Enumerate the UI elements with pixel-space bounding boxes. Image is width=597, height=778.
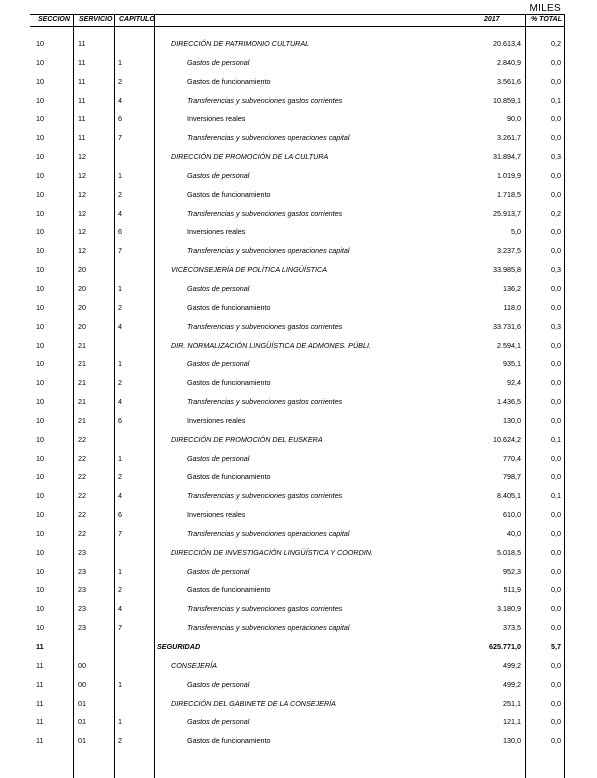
table-row bbox=[0, 661, 597, 680]
servicio-cell: 23 bbox=[78, 585, 86, 595]
percent-cell: 0,3 bbox=[551, 321, 561, 331]
capitulo-cell: 7 bbox=[118, 623, 122, 633]
amount-cell: 33.731,6 bbox=[493, 321, 521, 331]
percent-cell: 0,0 bbox=[551, 472, 561, 482]
seccion-cell: 11 bbox=[36, 642, 44, 651]
header-top-rule bbox=[30, 14, 564, 15]
description-cell: DIR. NORMALIZACIÓN LINGÜÍSTICA DE ADMONES. PÚBLI. bbox=[171, 340, 371, 350]
description-cell: Transferencias y subvenciones operaciones capital bbox=[187, 623, 350, 633]
description-cell: Gastos de funcionamiento bbox=[187, 472, 271, 482]
table-row bbox=[0, 77, 597, 96]
col-header-capitulo: CAPITULO bbox=[119, 16, 155, 23]
servicio-cell: 21 bbox=[78, 378, 86, 388]
servicio-cell: 22 bbox=[78, 528, 86, 538]
capitulo-cell: 1 bbox=[118, 566, 122, 576]
servicio-cell: 23 bbox=[78, 623, 86, 633]
description-cell: Inversiones reales bbox=[187, 510, 246, 520]
seccion-cell: 10 bbox=[36, 359, 44, 369]
capitulo-cell: 4 bbox=[118, 604, 122, 614]
amount-cell: 5,0 bbox=[511, 227, 521, 237]
percent-cell: 0,3 bbox=[551, 152, 561, 162]
amount-cell: 31.894,7 bbox=[493, 152, 521, 162]
seccion-cell: 11 bbox=[36, 679, 44, 689]
description-cell: Transferencias y subvenciones operaciones capital bbox=[187, 246, 350, 256]
servicio-cell: 11 bbox=[78, 39, 86, 48]
percent-cell: 0,2 bbox=[551, 208, 561, 218]
amount-cell: 1.718,5 bbox=[497, 189, 521, 199]
seccion-cell: 11 bbox=[36, 698, 44, 708]
amount-cell: 8.405,1 bbox=[497, 491, 521, 501]
amount-cell: 499,2 bbox=[503, 660, 521, 670]
table-row bbox=[0, 246, 597, 265]
seccion-cell: 10 bbox=[36, 340, 44, 350]
seccion-cell: 10 bbox=[36, 415, 44, 425]
servicio-cell: 22 bbox=[78, 434, 86, 444]
table-row bbox=[0, 303, 597, 322]
table-row bbox=[0, 284, 597, 303]
description-cell: Gastos de personal bbox=[187, 453, 250, 463]
amount-cell: 40,0 bbox=[507, 528, 521, 538]
percent-cell: 0,0 bbox=[551, 189, 561, 199]
description-cell: Gastos de personal bbox=[187, 566, 250, 576]
capitulo-cell: 6 bbox=[118, 114, 122, 124]
description-cell: Gastos de personal bbox=[187, 679, 250, 689]
servicio-cell: 22 bbox=[78, 453, 86, 463]
description-cell: Gastos de funcionamiento bbox=[187, 189, 271, 199]
percent-cell: 0,0 bbox=[551, 623, 561, 633]
table-row bbox=[0, 623, 597, 642]
seccion-cell: 10 bbox=[36, 528, 44, 538]
percent-cell: 0,0 bbox=[551, 340, 561, 350]
table-row bbox=[0, 341, 597, 360]
table-row bbox=[0, 604, 597, 623]
description-cell: Gastos de personal bbox=[187, 170, 250, 180]
table-row bbox=[0, 190, 597, 209]
seccion-cell: 10 bbox=[36, 189, 44, 199]
servicio-cell: 21 bbox=[78, 359, 86, 369]
description-cell: Transferencias y subvenciones gastos corrientes bbox=[187, 208, 343, 218]
servicio-cell: 22 bbox=[78, 510, 86, 520]
servicio-cell: 11 bbox=[78, 57, 86, 67]
capitulo-cell: 2 bbox=[118, 189, 122, 199]
seccion-cell: 10 bbox=[36, 57, 44, 67]
description-cell: Transferencias y subvenciones gastos corrientes bbox=[187, 397, 343, 407]
percent-cell: 0,0 bbox=[551, 566, 561, 576]
amount-cell: 130,0 bbox=[503, 415, 521, 425]
table-row bbox=[0, 322, 597, 341]
table-row bbox=[0, 359, 597, 378]
amount-cell: 3.237,5 bbox=[497, 246, 521, 256]
percent-cell: 0,0 bbox=[551, 246, 561, 256]
table-row bbox=[0, 736, 597, 755]
table-row bbox=[0, 510, 597, 529]
table-row bbox=[0, 585, 597, 604]
servicio-cell: 12 bbox=[78, 170, 86, 180]
capitulo-cell: 1 bbox=[118, 359, 122, 369]
description-cell: DIRECCIÓN DE PROMOCIÓN DEL EUSKERA bbox=[171, 434, 323, 444]
amount-cell: 25.913,7 bbox=[493, 208, 521, 218]
table-row bbox=[0, 548, 597, 567]
capitulo-cell: 6 bbox=[118, 415, 122, 425]
table-row bbox=[0, 209, 597, 228]
capitulo-cell: 7 bbox=[118, 133, 122, 143]
servicio-cell: 22 bbox=[78, 472, 86, 482]
percent-cell: 0,0 bbox=[551, 698, 561, 708]
table-row bbox=[0, 642, 597, 661]
description-cell: Gastos de funcionamiento bbox=[187, 378, 271, 388]
servicio-cell: 12 bbox=[78, 227, 86, 237]
servicio-cell: 23 bbox=[78, 566, 86, 576]
seccion-cell: 10 bbox=[36, 378, 44, 388]
table-row bbox=[0, 680, 597, 699]
percent-cell: 0,0 bbox=[551, 57, 561, 67]
servicio-cell: 22 bbox=[78, 491, 86, 501]
description-cell: Inversiones reales bbox=[187, 415, 246, 425]
amount-cell: 33.985,8 bbox=[493, 265, 521, 275]
amount-cell: 511,9 bbox=[503, 585, 521, 595]
capitulo-cell: 1 bbox=[118, 679, 122, 689]
table-row bbox=[0, 265, 597, 284]
table-row bbox=[0, 152, 597, 171]
capitulo-cell: 7 bbox=[118, 528, 122, 538]
percent-cell: 0,1 bbox=[551, 95, 561, 105]
budget-table-body bbox=[0, 39, 597, 755]
seccion-cell: 11 bbox=[36, 717, 44, 727]
percent-cell: 0,0 bbox=[551, 359, 561, 369]
seccion-cell: 10 bbox=[36, 604, 44, 614]
seccion-cell: 10 bbox=[36, 491, 44, 501]
amount-cell: 90,0 bbox=[507, 114, 521, 124]
description-cell: Transferencias y subvenciones gastos corrientes bbox=[187, 491, 343, 501]
table-row bbox=[0, 58, 597, 77]
servicio-cell: 00 bbox=[78, 679, 86, 689]
seccion-cell: 10 bbox=[36, 547, 44, 557]
servicio-cell: 11 bbox=[78, 114, 86, 124]
seccion-cell: 10 bbox=[36, 472, 44, 482]
seccion-cell: 10 bbox=[36, 302, 44, 312]
table-row bbox=[0, 491, 597, 510]
percent-cell: 0,0 bbox=[551, 227, 561, 237]
description-cell: DIRECCIÓN DEL GABINETE DE LA CONSEJERÍA bbox=[171, 698, 336, 708]
percent-cell: 0,0 bbox=[551, 302, 561, 312]
seccion-cell: 10 bbox=[36, 39, 44, 48]
seccion-cell: 10 bbox=[36, 170, 44, 180]
col-header-year: 2017 bbox=[484, 16, 500, 23]
amount-cell: 92,4 bbox=[507, 378, 521, 388]
amount-cell: 10.624,2 bbox=[493, 434, 521, 444]
description-cell: VICECONSEJERÍA DE POLÍTICA LINGÜÍSTICA bbox=[171, 265, 328, 275]
amount-cell: 499,2 bbox=[503, 679, 521, 689]
capitulo-cell: 4 bbox=[118, 491, 122, 501]
seccion-cell: 10 bbox=[36, 434, 44, 444]
amount-cell: 251,1 bbox=[503, 698, 521, 708]
amount-cell: 20.613,4 bbox=[493, 39, 521, 48]
servicio-cell: 00 bbox=[78, 660, 86, 670]
percent-cell: 0,0 bbox=[551, 114, 561, 124]
servicio-cell: 20 bbox=[78, 283, 86, 293]
percent-cell: 0,0 bbox=[551, 133, 561, 143]
description-cell: Transferencias y subvenciones gastos corrientes bbox=[187, 95, 343, 105]
servicio-cell: 23 bbox=[78, 547, 86, 557]
table-row bbox=[0, 378, 597, 397]
percent-cell: 0,0 bbox=[551, 415, 561, 425]
table-row bbox=[0, 227, 597, 246]
amount-cell: 5.018,5 bbox=[497, 547, 521, 557]
percent-cell: 0,0 bbox=[551, 528, 561, 538]
description-cell: Transferencias y subvenciones operaciones capital bbox=[187, 133, 350, 143]
capitulo-cell: 4 bbox=[118, 321, 122, 331]
seccion-cell: 10 bbox=[36, 95, 44, 105]
percent-cell: 0,3 bbox=[551, 265, 561, 275]
percent-cell: 0,0 bbox=[551, 397, 561, 407]
capitulo-cell: 1 bbox=[118, 57, 122, 67]
servicio-cell: 01 bbox=[78, 698, 86, 708]
capitulo-cell: 2 bbox=[118, 736, 122, 746]
capitulo-cell: 1 bbox=[118, 283, 122, 293]
seccion-cell: 10 bbox=[36, 510, 44, 520]
description-cell: Transferencias y subvenciones gastos corrientes bbox=[187, 321, 343, 331]
description-cell: Gastos de personal bbox=[187, 717, 250, 727]
seccion-cell: 10 bbox=[36, 623, 44, 633]
amount-cell: 121,1 bbox=[503, 717, 521, 727]
header-bottom-rule bbox=[30, 26, 564, 27]
description-cell: Gastos de personal bbox=[187, 57, 250, 67]
servicio-cell: 11 bbox=[78, 133, 86, 143]
table-row bbox=[0, 529, 597, 548]
col-header-pct: % TOTAL bbox=[531, 16, 562, 23]
table-row bbox=[0, 114, 597, 133]
percent-cell: 0,0 bbox=[551, 717, 561, 727]
table-row bbox=[0, 717, 597, 736]
amount-cell: 130,0 bbox=[503, 736, 521, 746]
seccion-cell: 10 bbox=[36, 133, 44, 143]
servicio-cell: 12 bbox=[78, 152, 86, 162]
seccion-cell: 10 bbox=[36, 453, 44, 463]
seccion-cell: 10 bbox=[36, 246, 44, 256]
table-row bbox=[0, 435, 597, 454]
table-row bbox=[0, 39, 597, 58]
amount-cell: 2.840,9 bbox=[497, 57, 521, 67]
table-row bbox=[0, 171, 597, 190]
seccion-cell: 11 bbox=[36, 660, 44, 670]
percent-cell: 0,0 bbox=[551, 660, 561, 670]
capitulo-cell: 2 bbox=[118, 302, 122, 312]
seccion-cell: 10 bbox=[36, 152, 44, 162]
seccion-cell: 11 bbox=[36, 736, 44, 746]
capitulo-cell: 2 bbox=[118, 585, 122, 595]
amount-cell: 1.019,9 bbox=[497, 170, 521, 180]
amount-cell: 3.261,7 bbox=[497, 133, 521, 143]
percent-cell: 0,0 bbox=[551, 283, 561, 293]
table-row bbox=[0, 133, 597, 152]
table-row bbox=[0, 454, 597, 473]
servicio-cell: 23 bbox=[78, 604, 86, 614]
capitulo-cell: 7 bbox=[118, 246, 122, 256]
servicio-cell: 12 bbox=[78, 189, 86, 199]
amount-cell: 118,0 bbox=[503, 302, 521, 312]
units-label: MILES bbox=[529, 3, 561, 14]
description-cell: Gastos de funcionamiento bbox=[187, 76, 271, 86]
amount-cell: 3.561,6 bbox=[497, 76, 521, 86]
percent-cell: 0,0 bbox=[551, 604, 561, 614]
description-cell: DIRECCIÓN DE INVESTIGACIÓN LINGÜÍSTICA Y COORDIN. bbox=[171, 547, 373, 557]
amount-cell: 952,3 bbox=[503, 566, 521, 576]
servicio-cell: 21 bbox=[78, 340, 86, 350]
capitulo-cell: 1 bbox=[118, 453, 122, 463]
seccion-cell: 10 bbox=[36, 283, 44, 293]
percent-cell: 0,2 bbox=[551, 39, 561, 48]
table-row bbox=[0, 397, 597, 416]
servicio-cell: 21 bbox=[78, 397, 86, 407]
percent-cell: 0,0 bbox=[551, 170, 561, 180]
col-header-servicio: SERVICIO bbox=[79, 16, 113, 23]
percent-cell: 0,0 bbox=[551, 76, 561, 86]
description-cell: Gastos de funcionamiento bbox=[187, 302, 271, 312]
percent-cell: 0,0 bbox=[551, 679, 561, 689]
servicio-cell: 12 bbox=[78, 246, 86, 256]
percent-cell: 0,0 bbox=[551, 510, 561, 520]
percent-cell: 0,0 bbox=[551, 736, 561, 746]
amount-cell: 610,0 bbox=[503, 510, 521, 520]
seccion-cell: 10 bbox=[36, 114, 44, 124]
amount-cell: 798,7 bbox=[503, 472, 521, 482]
servicio-cell: 21 bbox=[78, 415, 86, 425]
amount-cell: 136,2 bbox=[503, 283, 521, 293]
table-row bbox=[0, 472, 597, 491]
seccion-cell: 10 bbox=[36, 321, 44, 331]
capitulo-cell: 2 bbox=[118, 472, 122, 482]
table-row bbox=[0, 567, 597, 586]
seccion-cell: 10 bbox=[36, 585, 44, 595]
seccion-cell: 10 bbox=[36, 76, 44, 86]
capitulo-cell: 1 bbox=[118, 717, 122, 727]
percent-cell: 0,0 bbox=[551, 547, 561, 557]
table-row bbox=[0, 416, 597, 435]
capitulo-cell: 2 bbox=[118, 378, 122, 388]
seccion-cell: 10 bbox=[36, 265, 44, 275]
capitulo-cell: 4 bbox=[118, 95, 122, 105]
servicio-cell: 12 bbox=[78, 208, 86, 218]
percent-cell: 0,0 bbox=[551, 453, 561, 463]
table-row bbox=[0, 699, 597, 718]
capitulo-cell: 6 bbox=[118, 510, 122, 520]
description-cell: DIRECCIÓN DE PATRIMONIO CULTURAL bbox=[171, 39, 310, 48]
percent-cell: 0,0 bbox=[551, 585, 561, 595]
description-cell: Inversiones reales bbox=[187, 114, 246, 124]
amount-cell: 3.180,9 bbox=[497, 604, 521, 614]
description-cell: Gastos de funcionamiento bbox=[187, 585, 271, 595]
amount-cell: 2.594,1 bbox=[497, 340, 521, 350]
capitulo-cell: 6 bbox=[118, 227, 122, 237]
percent-cell: 0,1 bbox=[551, 491, 561, 501]
percent-cell: 0,0 bbox=[551, 378, 561, 388]
amount-cell: 935,1 bbox=[503, 359, 521, 369]
description-cell: SEGURIDAD bbox=[157, 642, 201, 651]
amount-cell: 373,5 bbox=[503, 623, 521, 633]
amount-cell: 10.859,1 bbox=[493, 95, 521, 105]
percent-cell: 5,7 bbox=[551, 642, 561, 651]
amount-cell: 625.771,0 bbox=[489, 642, 521, 651]
seccion-cell: 10 bbox=[36, 566, 44, 576]
servicio-cell: 20 bbox=[78, 321, 86, 331]
description-cell: Gastos de funcionamiento bbox=[187, 736, 271, 746]
servicio-cell: 01 bbox=[78, 736, 86, 746]
capitulo-cell: 4 bbox=[118, 208, 122, 218]
capitulo-cell: 4 bbox=[118, 397, 122, 407]
servicio-cell: 11 bbox=[78, 95, 86, 105]
description-cell: Transferencias y subvenciones gastos corrientes bbox=[187, 604, 343, 614]
description-cell: Gastos de personal bbox=[187, 283, 250, 293]
col-header-seccion: SECCION bbox=[38, 16, 70, 23]
table-row bbox=[0, 96, 597, 115]
seccion-cell: 10 bbox=[36, 397, 44, 407]
description-cell: Transferencias y subvenciones operaciones capital bbox=[187, 528, 350, 538]
percent-cell: 0,1 bbox=[551, 434, 561, 444]
seccion-cell: 10 bbox=[36, 227, 44, 237]
servicio-cell: 11 bbox=[78, 76, 86, 86]
description-cell: Inversiones reales bbox=[187, 227, 246, 237]
description-cell: DIRECCIÓN DE PROMOCIÓN DE LA CULTURA bbox=[171, 152, 329, 162]
servicio-cell: 20 bbox=[78, 265, 86, 275]
servicio-cell: 20 bbox=[78, 302, 86, 312]
description-cell: CONSEJERÍA bbox=[171, 660, 217, 670]
description-cell: Gastos de personal bbox=[187, 359, 250, 369]
amount-cell: 770,4 bbox=[503, 453, 521, 463]
servicio-cell: 01 bbox=[78, 717, 86, 727]
capitulo-cell: 1 bbox=[118, 170, 122, 180]
seccion-cell: 10 bbox=[36, 208, 44, 218]
capitulo-cell: 2 bbox=[118, 76, 122, 86]
amount-cell: 1.436,5 bbox=[497, 397, 521, 407]
